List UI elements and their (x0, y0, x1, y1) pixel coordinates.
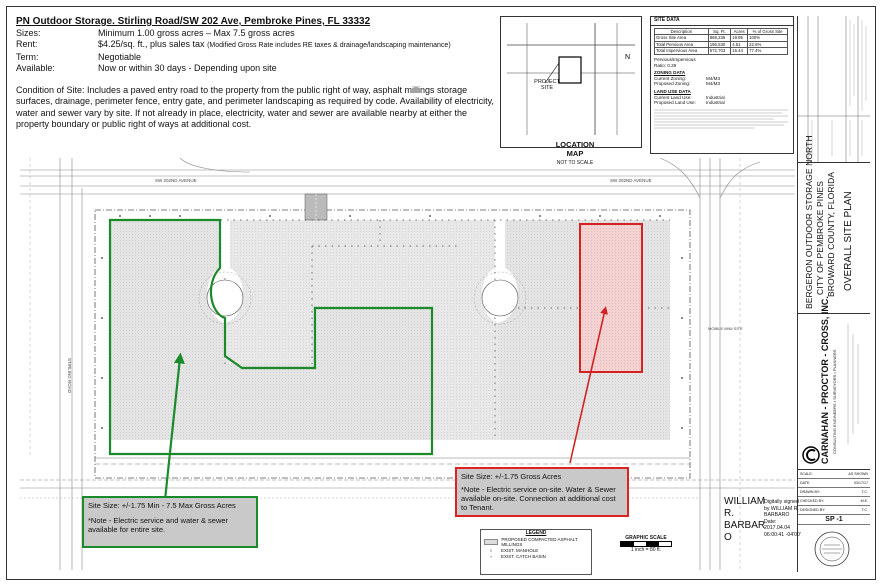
table-cell: 15.44 (731, 48, 748, 55)
info-value: T.C. (861, 490, 868, 494)
info-value: 03/17/17 (854, 481, 868, 485)
land-use-value: Industrial (706, 94, 725, 100)
graphic-scale (620, 535, 672, 553)
manhole-icon: ○ (489, 548, 493, 553)
legal-notes-lines (654, 108, 788, 130)
col-acres: Acres (731, 28, 748, 35)
col-sqft: Sq. Ft. (708, 28, 730, 35)
red-site-outline (580, 224, 642, 372)
land-use-label: Proposed Land Use: (654, 100, 696, 106)
plan-title: OVERALL SITE PLAN (843, 191, 854, 291)
table-cell: 100% (748, 35, 788, 42)
signature-details (764, 499, 810, 539)
table-cell: Total Pervious Area (655, 41, 709, 48)
road-label-top: SW 202ND AVENUE (155, 178, 197, 183)
zoning-title: ZONING DATA (654, 70, 686, 76)
road-label-left: STIRLING ROAD (67, 358, 72, 394)
title-block (797, 16, 870, 572)
location-map-drawing (507, 23, 635, 135)
legend-label: EXIST. CATCH BASIN (501, 554, 546, 559)
red-site-callout (455, 467, 629, 517)
site-data-title: SITE DATA (651, 17, 793, 26)
table-cell: 19.95 (731, 35, 748, 42)
signature-detail: Digitally signed (764, 499, 799, 505)
listing-header (16, 16, 496, 131)
legend-item (484, 537, 588, 547)
legend-item (484, 554, 588, 559)
table-row (655, 35, 788, 42)
info-label: CHECKED BY: (800, 499, 825, 503)
project-site-label: PROJECT SITE (534, 79, 560, 91)
land-use-label: Current Land Use: (654, 94, 692, 100)
location-map (500, 16, 642, 148)
location-map-subtitle: NOT TO SCALE (556, 160, 594, 166)
rent-note: (Modified Gross Rate includes RE taxes & drainage/landscaping maintenance) (207, 42, 451, 49)
table-cell: 196,530 (708, 41, 730, 48)
svg-text:N: N (625, 54, 631, 61)
table-cell: 22.6% (748, 41, 788, 48)
info-label: DRAWN BY: (800, 490, 821, 494)
info-row-date (798, 479, 870, 488)
sheet-number: SP -1 (798, 515, 870, 525)
green-site-note: *Note - Electric service and water & sewer available for entire site. (88, 516, 229, 534)
signature-line: BARBAR (724, 520, 766, 531)
sizes-value: Minimum 1.00 gross acres – Max 7.5 gross acres (98, 27, 295, 38)
table-cell: Gross Site Area (655, 35, 709, 42)
info-label: SCALE: (800, 472, 813, 476)
company-logo (802, 446, 820, 464)
green-site-size: Site Size: +/-1.75 Min - 7.5 Max Gross Acres (88, 501, 236, 510)
land-use-row (654, 100, 790, 106)
red-site-size: Site Size: +/-1.75 Gross Acres (461, 472, 562, 481)
project-line-1: BERGERON OUTDOOR STORAGE NORTH (804, 135, 814, 309)
zoning-label: Current Zoning: (654, 75, 686, 81)
signature-detail: 06:00:41 -04'00' (764, 531, 801, 538)
signature-line: WILLIAM (724, 496, 766, 507)
company-address-lines (844, 324, 860, 454)
company-subtitle: CONSULTING ENGINEERS • SURVEYORS • PLANNERS (832, 349, 837, 454)
rent-row (16, 39, 496, 52)
col-percent: % of Gross Site (748, 28, 788, 35)
ratio-text: Pervious/Impervious Ratio: 0.29 (654, 56, 696, 68)
land-use-value: Industrial (706, 100, 725, 106)
green-site-callout (82, 496, 258, 548)
project-title-box (798, 135, 870, 314)
catch-basin-icon: ▫ (490, 554, 492, 559)
location-map-title: LOCATION MAP (555, 140, 595, 158)
site-data-panel (650, 16, 794, 154)
info-label: DATE: (800, 481, 811, 485)
signature-line: R. (724, 508, 734, 519)
available-label: Available: (16, 63, 55, 73)
listing-title: PN Outdoor Storage. Stirling Road/SW 202 Ave, Pembroke Pines, FL 33332 (16, 16, 371, 27)
scale-title: GRAPHIC SCALE (625, 535, 667, 541)
project-line-2: CITY OF PEMBROKE PINES (815, 181, 825, 295)
signature-detail: Date: (764, 518, 777, 525)
site-data-table (654, 28, 788, 55)
mobile-site-label: MOBILE MINI SITE (708, 326, 743, 331)
signature-name (724, 496, 768, 544)
available-value: Now or within 30 days - Depending upon site (98, 63, 277, 73)
legend (480, 529, 592, 575)
project-line-3: BROWARD COUNTY, FLORIDA (826, 171, 836, 297)
table-row (655, 48, 788, 55)
term-row (16, 52, 496, 64)
info-value: M.E. (860, 499, 868, 503)
legend-label: EXIST. MANHOLE (501, 548, 539, 553)
zoning-label: Proposed Zoning: (654, 81, 691, 87)
scale-note: 1 inch = 80 ft. (630, 547, 662, 553)
company-box (798, 296, 870, 470)
land-use-title: LAND USE DATA (654, 88, 691, 94)
col-description: Description (655, 28, 709, 35)
rent-label: Rent: (16, 39, 38, 49)
company-name: CARNAHAN - PROCTOR - CROSS, INC. (820, 296, 830, 464)
zoning-value: M4/M3 (706, 75, 721, 81)
condition-paragraph: Condition of Site: Includes a paved entry road to the property from the public right of way, asphalt millings storage surfaces, drainage, perimeter fence, entry gate, and perimeter landscaping as required by code. Availability of electricity, water and sewer vary by site. If not already in place, electricity, water and sewer are available nearby at either the property boundary or public right of ways at additional cost. (16, 84, 494, 129)
table-header-row (655, 28, 788, 35)
signature-detail: 2017.04.04 (764, 525, 790, 532)
sizes-label: Sizes: (16, 27, 41, 38)
info-value: AS SHOWN (848, 472, 868, 476)
available-row (16, 63, 496, 75)
info-label: DESIGNED BY: (800, 508, 826, 512)
zoning-value: M4/M3 (706, 81, 721, 87)
table-cell: 4.51 (731, 41, 748, 48)
info-row-drawn (798, 488, 870, 497)
term-value: Negotiable (98, 51, 142, 62)
ratio-row (654, 57, 790, 68)
legend-title: LEGEND (525, 530, 547, 536)
term-label: Term: (16, 51, 39, 62)
table-cell: 672,703 (708, 48, 730, 55)
signature-detail: BARBARO (764, 512, 790, 519)
table-cell: 77.4% (748, 48, 788, 55)
info-value: T.C. (861, 508, 868, 512)
rent-value: $4.25/sq. ft., plus sales tax (98, 39, 205, 49)
road-label-top-right: SW 202ND AVENUE (610, 178, 652, 183)
signature-detail: by WILLIAM R. (764, 505, 799, 512)
legend-item (484, 548, 588, 553)
table-cell: 869,236 (708, 35, 730, 42)
table-row (655, 41, 788, 48)
table-cell: Total Impervious Area (655, 48, 709, 55)
red-site-note: *Note - Electric service on-site. Water & Sewer available on-site. Connection at additional cost to Tenant. (461, 485, 616, 512)
zoning-row (654, 81, 790, 87)
legend-label: PROPOSED COMPACTED ASPHALT MILLINGS (501, 537, 578, 547)
asphalt-swatch-icon (484, 539, 498, 545)
info-row-scale (798, 470, 870, 479)
signature-line: O (724, 532, 732, 543)
sizes-row (16, 28, 496, 40)
